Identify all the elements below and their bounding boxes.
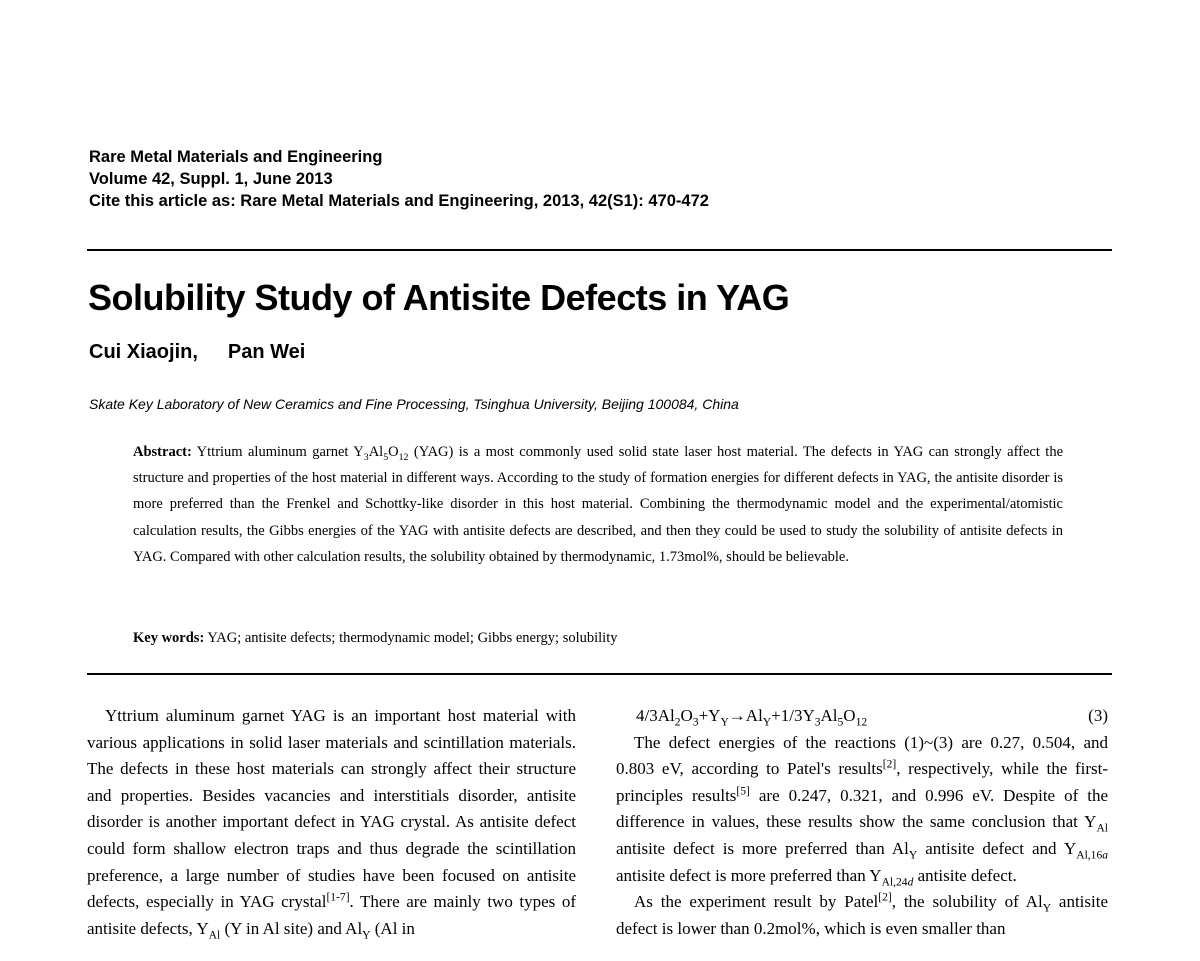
keywords <box>133 630 617 647</box>
author-name: Pan Wei <box>227 341 306 363</box>
body-column-left <box>87 703 576 942</box>
article-title: Solubility Study of Antisite Defects in YAG <box>88 277 790 318</box>
keywords-label: Key words: <box>133 630 205 646</box>
abstract <box>133 439 1063 570</box>
abstract-formula: Yttrium aluminum garnet $Y_3Al_5O_{12}$ <box>196 444 409 463</box>
citation-ref: [5] <box>736 784 750 798</box>
equation-number: (3) <box>1088 706 1108 725</box>
journal-name: Rare Metal Materials and Engineering <box>89 148 383 166</box>
citation-ref: [2] <box>882 757 897 771</box>
equation-3 <box>616 703 1108 730</box>
journal-volume: Volume 42, Suppl. 1, June 2013 <box>89 170 333 188</box>
author-name: Cui Xiaojin, <box>89 341 198 363</box>
citation-ref: [1-7] <box>326 890 350 904</box>
body-column-right <box>616 703 1108 942</box>
journal-citation: Cite this article as: Rare Metal Materials and Engineering, 2013, 42(S1): 470-472 <box>89 192 709 210</box>
body-paragraph: As the experiment result by Patel[2], the solubility of $Al_Y$ antisite defect is lower than 0.2mol%, which is even smaller than <box>616 890 1109 938</box>
journal-header <box>89 146 709 212</box>
equation-body: $4/3Al_2O_3+Y_Y\to Al_Y+1/3Y_3Al_5O_{12}$ <box>636 706 868 729</box>
citation-ref: [2] <box>878 890 892 904</box>
author-affiliation: Skate Key Laboratory of New Ceramics and Fine Processing, Tsinghua University, Beijing 100084, China <box>89 396 739 412</box>
header-divider <box>87 249 1112 251</box>
keywords-text: YAG; antisite defects; thermodynamic model; Gibbs energy; solubility <box>207 630 618 646</box>
abstract-text: (YAG) is a most commonly used solid state laser host material. The defects in YAG can strongly affect the structure and properties of the host material in different ways. According to the study of formation energies for different defects in YAG, the antisite disorder is more preferred than the Frenkel and Schottky-like disorder in this host material. Combining the thermodynamic model and the experimental/atomistic calculation results, the Gibbs energies of the YAG with antisite defects are described, and then they could be used to study the solubility of antisite defects in YAG. Compared with other calculation results, the solubility obtained by thermodynamic, 1.73mol%, should be believable. <box>133 444 1064 565</box>
body-paragraph: Yttrium aluminum garnet YAG is an important host material with various applications in solid laser materials and scintillation materials. The defects in these host materials can strongly affect their structure and properties. Besides vacancies and interstitials disorder, antisite disorder is another important defect in YAG crystal. As antisite defect could form shallow electron traps and thus degrade the scintillation preference, a large number of studies have been focused on antisite defects, especially in YAG crystal[1-7]. There are mainly two types of antisite defects, $Y_{Al}$ (Y in Al site) and $Al_Y$ (Al in <box>87 706 576 942</box>
abstract-label: Abstract: <box>133 444 192 460</box>
author-list <box>89 341 305 364</box>
abstract-divider <box>87 673 1112 675</box>
body-paragraph: The defect energies of the reactions (1)~(3) are 0.27, 0.504, and 0.803 eV, according to Patel's results[2], respectively, while the first-principles results[5] are 0.247, 0.321, and 0.996 eV. Despite of the difference in values, these results show the same conclusion that $Y_{Al}$ antisite defect is more preferred than $Al_Y$ antisite defect and $Y_{Al,16a}$ antisite defect is more preferred than $Y_{Al,24d}$ antisite defect. <box>616 732 1109 888</box>
